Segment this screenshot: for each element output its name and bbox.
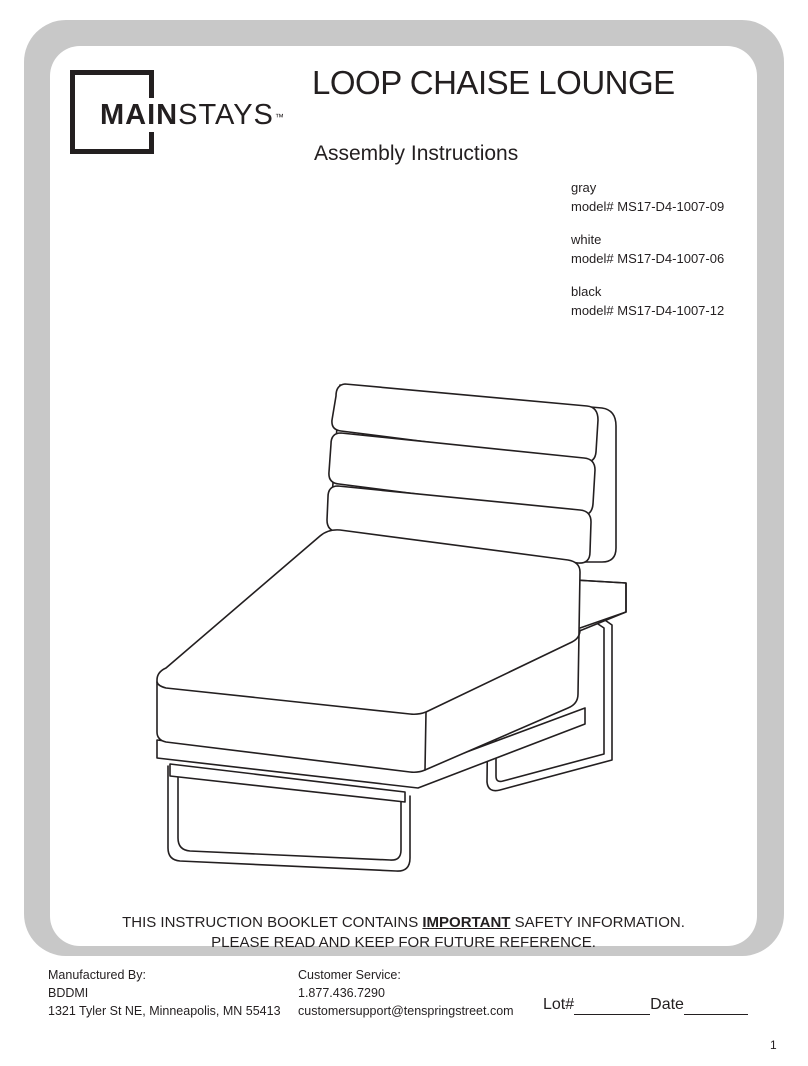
- model-entry: [571, 178, 724, 216]
- brand-trademark: ™: [274, 112, 285, 122]
- model-color: white: [571, 232, 602, 247]
- page-number: 1: [770, 1038, 777, 1052]
- warning-text-after: SAFETY INFORMATION.: [510, 914, 685, 931]
- customer-service-phone: 1.877.436.7290: [298, 986, 385, 1000]
- date-blank: [684, 996, 748, 1015]
- manufacturer-address: 1321 Tyler St NE, Minneapolis, MN 55413: [48, 1004, 281, 1018]
- lot-date-fields: [543, 996, 748, 1015]
- date-label: Date: [650, 996, 684, 1013]
- lot-blank: [574, 996, 650, 1015]
- brand-stays: STAYS: [178, 99, 274, 131]
- document-subtitle: Assembly Instructions: [314, 142, 519, 165]
- warning-text-before: THIS INSTRUCTION BOOKLET CONTAINS: [122, 914, 423, 931]
- lot-label: Lot#: [543, 996, 575, 1013]
- model-entry: [571, 230, 724, 268]
- model-color: black: [571, 284, 602, 299]
- customer-service-info: [298, 966, 514, 1020]
- safety-warning: [50, 913, 757, 953]
- warning-line-2: PLEASE READ AND KEEP FOR FUTURE REFERENCE.: [211, 934, 596, 951]
- model-color: gray: [571, 180, 597, 195]
- manufacturer-label: Manufactured By:: [48, 968, 146, 982]
- model-entry: [571, 282, 724, 320]
- model-number: model# MS17-D4-1007-06: [571, 251, 725, 266]
- manufacturer-name: BDDMI: [48, 986, 89, 1000]
- customer-service-label: Customer Service:: [298, 968, 401, 982]
- model-list: [571, 178, 724, 334]
- document-title: LOOP CHAISE LOUNGE: [312, 64, 675, 101]
- customer-service-email: customersupport@tenspringstreet.com: [298, 1004, 514, 1018]
- manufacturer-info: [48, 966, 281, 1020]
- warning-important: IMPORTANT: [422, 914, 511, 931]
- brand-logo: [96, 98, 289, 132]
- brand-main: MAIN: [100, 99, 179, 131]
- model-number: model# MS17-D4-1007-12: [571, 303, 725, 318]
- chaise-lounge-illustration: [140, 370, 640, 880]
- warning-line-1: [50, 913, 757, 933]
- model-number: model# MS17-D4-1007-09: [571, 199, 725, 214]
